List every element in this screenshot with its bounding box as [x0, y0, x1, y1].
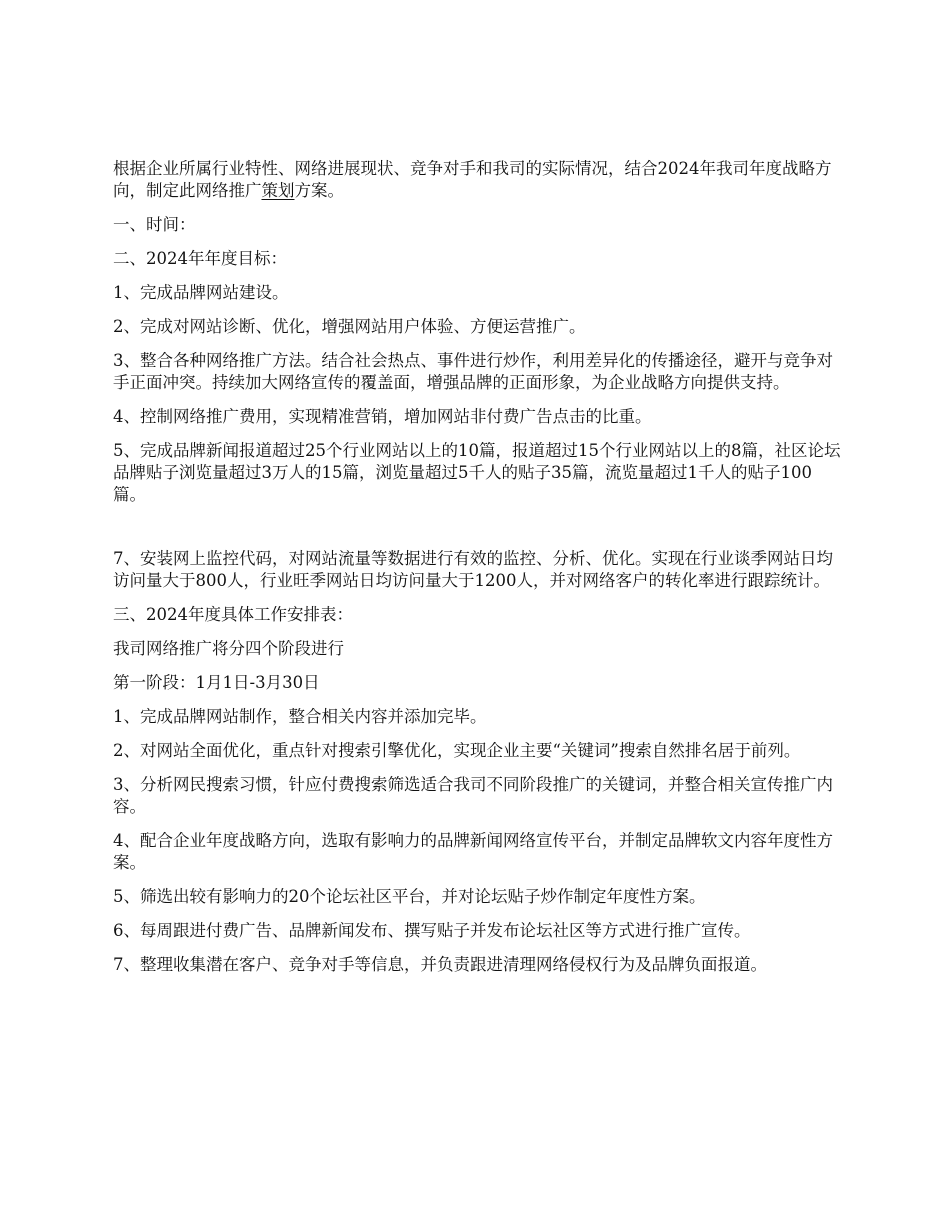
- phase-one-item-5: 5、筛选出较有影响力的20个论坛社区平台，并对论坛贴子炒作制定年度性方案。: [113, 887, 706, 906]
- goal-item-3: 3、整合各种网络推广方法。结合社会热点、事件进行炒作，利用差异化的传播途径，避开与竞争对手正面冲突。持续加大网络宣传的覆盖面，增强品牌的正面形象，为企业战略方向提供支持。: [113, 351, 833, 392]
- phase-one-item-1: 1、完成品牌网站制作，整合相关内容并添加完毕。: [113, 707, 487, 726]
- goal-item-7: 7、安装网上监控代码，对网站流量等数据进行有效的监控、分析、优化。实现在行业谈季网站日均访问量大于800人，行业旺季网站日均访问量大于1200人，并对网络客户的转化率进行跟踪统计。: [113, 549, 833, 590]
- intro-text-before: 根据企业所属行业特性、网络进展现状、竞争对手和我司的实际情况，结合2024年我司年度战略方向，制定此网络推广: [113, 159, 832, 200]
- intro-paragraph: [113, 158, 841, 202]
- phase-one-heading: 第一阶段：1月1日-3月30日: [113, 673, 320, 692]
- goal-item-1: 1、完成品牌网站建设。: [113, 283, 289, 302]
- planning-link[interactable]: 策划: [261, 181, 295, 200]
- section-time-heading: 一、时间：: [113, 215, 196, 234]
- phase-one-item-2: 2、对网站全面优化，重点针对搜索引擎优化，实现企业主要“关键词”搜索自然排名居于前列。: [113, 741, 801, 760]
- goal-item-5: 5、完成品牌新闻报道超过25个行业网站以上的10篇，报道超过15个行业网站以上的8篇，社区论坛品牌贴子浏览量超过3万人的15篇，浏览量超过5千人的贴子35篇，流览量超过1千人的贴子100篇。: [113, 441, 841, 504]
- goal-item-2: 2、完成对网站诊断、优化，增强网站用户体验、方便运营推广。: [113, 317, 586, 336]
- document-page: [113, 158, 841, 988]
- phases-intro: 我司网络推广将分四个阶段进行: [113, 639, 344, 658]
- intro-text-after: 方案。: [294, 181, 344, 200]
- phase-one-item-3: 3、分析网民搜索习惯，针应付费搜索筛选适合我司不同阶段推广的关键词，并整合相关宣传推广内容。: [113, 775, 833, 816]
- phase-one-item-4: 4、配合企业年度战略方向，选取有影响力的品牌新闻网络宣传平台，并制定品牌软文内容年度性方案。: [113, 831, 833, 872]
- phase-one-item-6: 6、每周跟进付费广告、品牌新闻发布、撰写贴子并发布论坛社区等方式进行推广宣传。: [113, 921, 751, 940]
- goal-item-4: 4、控制网络推广费用，实现精准营销，增加网站非付费广告点击的比重。: [113, 407, 652, 426]
- section-goals-heading: 二、2024年年度目标：: [113, 249, 287, 268]
- section-schedule-heading: 三、2024年度具体工作安排表：: [113, 605, 353, 624]
- phase-one-item-7: 7、整理收集潜在客户、竞争对手等信息，并负责跟进清理网络侵权行为及品牌负面报道。: [113, 955, 767, 974]
